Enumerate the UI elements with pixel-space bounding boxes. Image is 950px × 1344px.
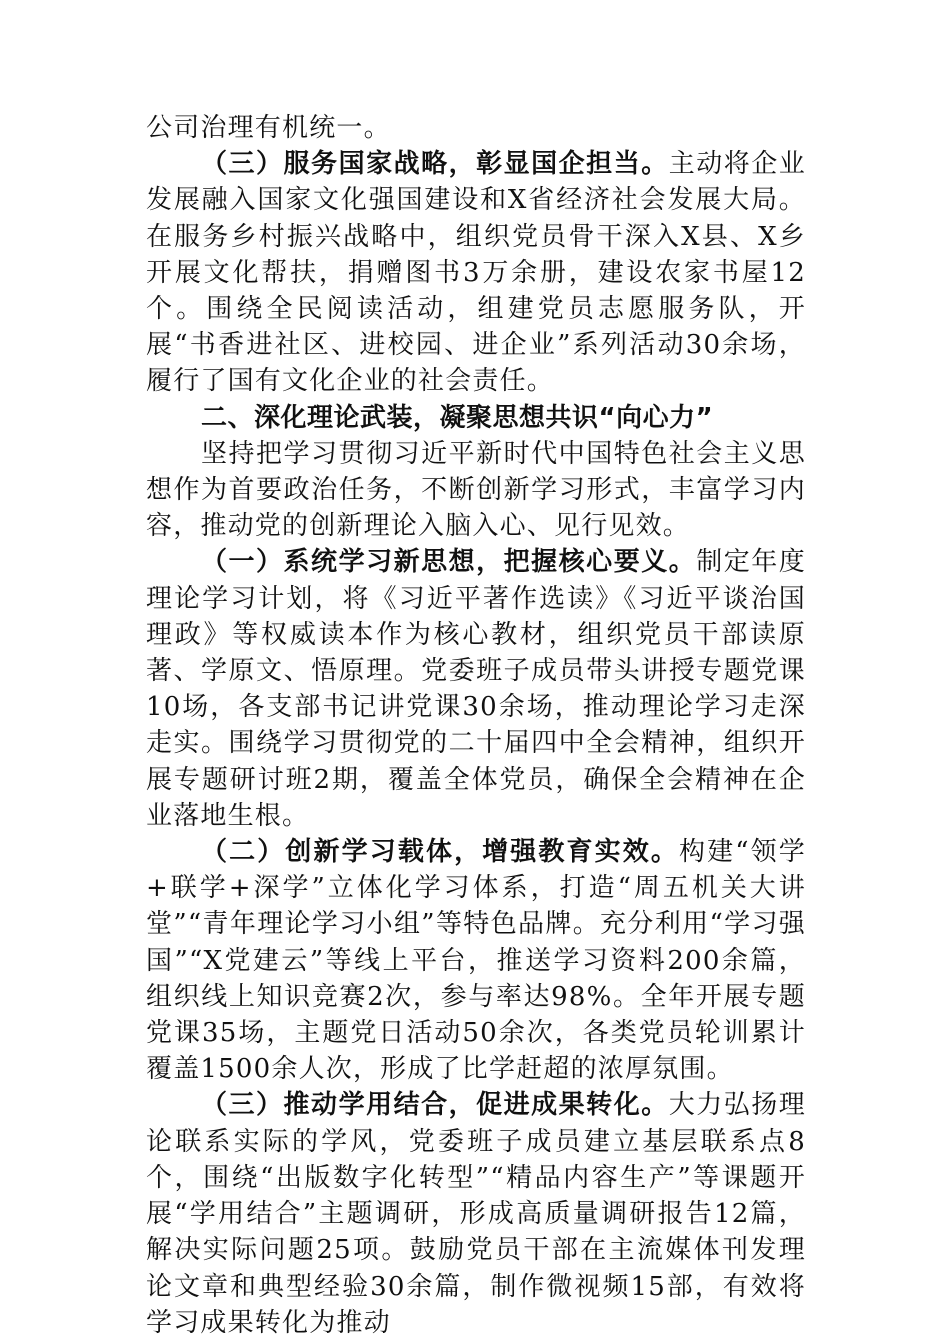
subsection-body: 大力弘扬理论联系实际的学风，党委班子成员建立基层联系点8个，围绕“出版数字化转型”“精品内容生产”等课题开展“学用结合”主题调研，形成高质量调研报告12篇，解决实际问题25项。鼓励党员干部在主流媒体刊发理论文章和典型经验30余篇，制作微视频15部，有效将学习成果转化为推动 [146,1090,806,1338]
subsection-lead: （三）推动学用结合，促进成果转化。 [201,1090,669,1121]
subsection-body: 主动将企业发展融入国家文化强国建设和X省经济社会发展大局。在服务乡村振兴战略中，组织党员骨干深入X县、X乡开展文化帮扶，捐赠图书3万余册，建设农家书屋12个。围绕全民阅读活动，组建党员志愿服务队，开展“书香进社区、进校园、进企业”系列活动30余场，履行了国有文化企业的社会责任。 [146,149,806,397]
paragraph-subsection-3-application [146,1087,806,1340]
paragraph-subsection-3-service-strategy [146,146,806,399]
subsection-lead: （三）服务国家战略，彰显国企担当。 [201,149,669,180]
paragraph-subsection-1-study [146,544,806,834]
subsection-lead: （二）创新学习载体，增强教育实效。 [201,837,680,868]
section-heading-2: 二、深化理论武装，凝聚思想共识“向心力” [201,402,714,433]
document-page [146,110,806,1341]
paragraph-subsection-2-carrier [146,834,806,1087]
paragraph-continuation: 公司治理有机统一。 [146,113,391,143]
subsection-body: 构建“领学+联学+深学”立体化学习体系，打造“周五机关大讲堂”“青年理论学习小组”等特色品牌。充分利用“学习强国”“X党建云”等线上平台，推送学习资料200余篇，组织线上知识竞赛2次，参与率达98%。全年开展专题党课35场，主题党日活动50余次，各类党员轮训累计覆盖1500余人次，形成了比学赶超的浓厚氛围。 [146,837,806,1085]
subsection-lead: （一）系统学习新思想，把握核心要义。 [201,547,697,578]
subsection-body: 制定年度理论学习计划，将《习近平著作选读》《习近平谈治国理政》等权威读本作为核心教材，组织党员干部读原著、学原文、悟原理。党委班子成员带头讲授专题党课10场，各支部书记讲党课30余场，推动理论学习走深走实。围绕学习贯彻党的二十届四中全会精神，组织开展专题研讨班2期，覆盖全体党员，确保全会精神在企业落地生根。 [146,547,806,831]
paragraph-section-intro: 坚持把学习贯彻习近平新时代中国特色社会主义思想作为首要政治任务，不断创新学习形式，丰富学习内容，推动党的创新理论入脑入心、见行见效。 [146,438,806,542]
